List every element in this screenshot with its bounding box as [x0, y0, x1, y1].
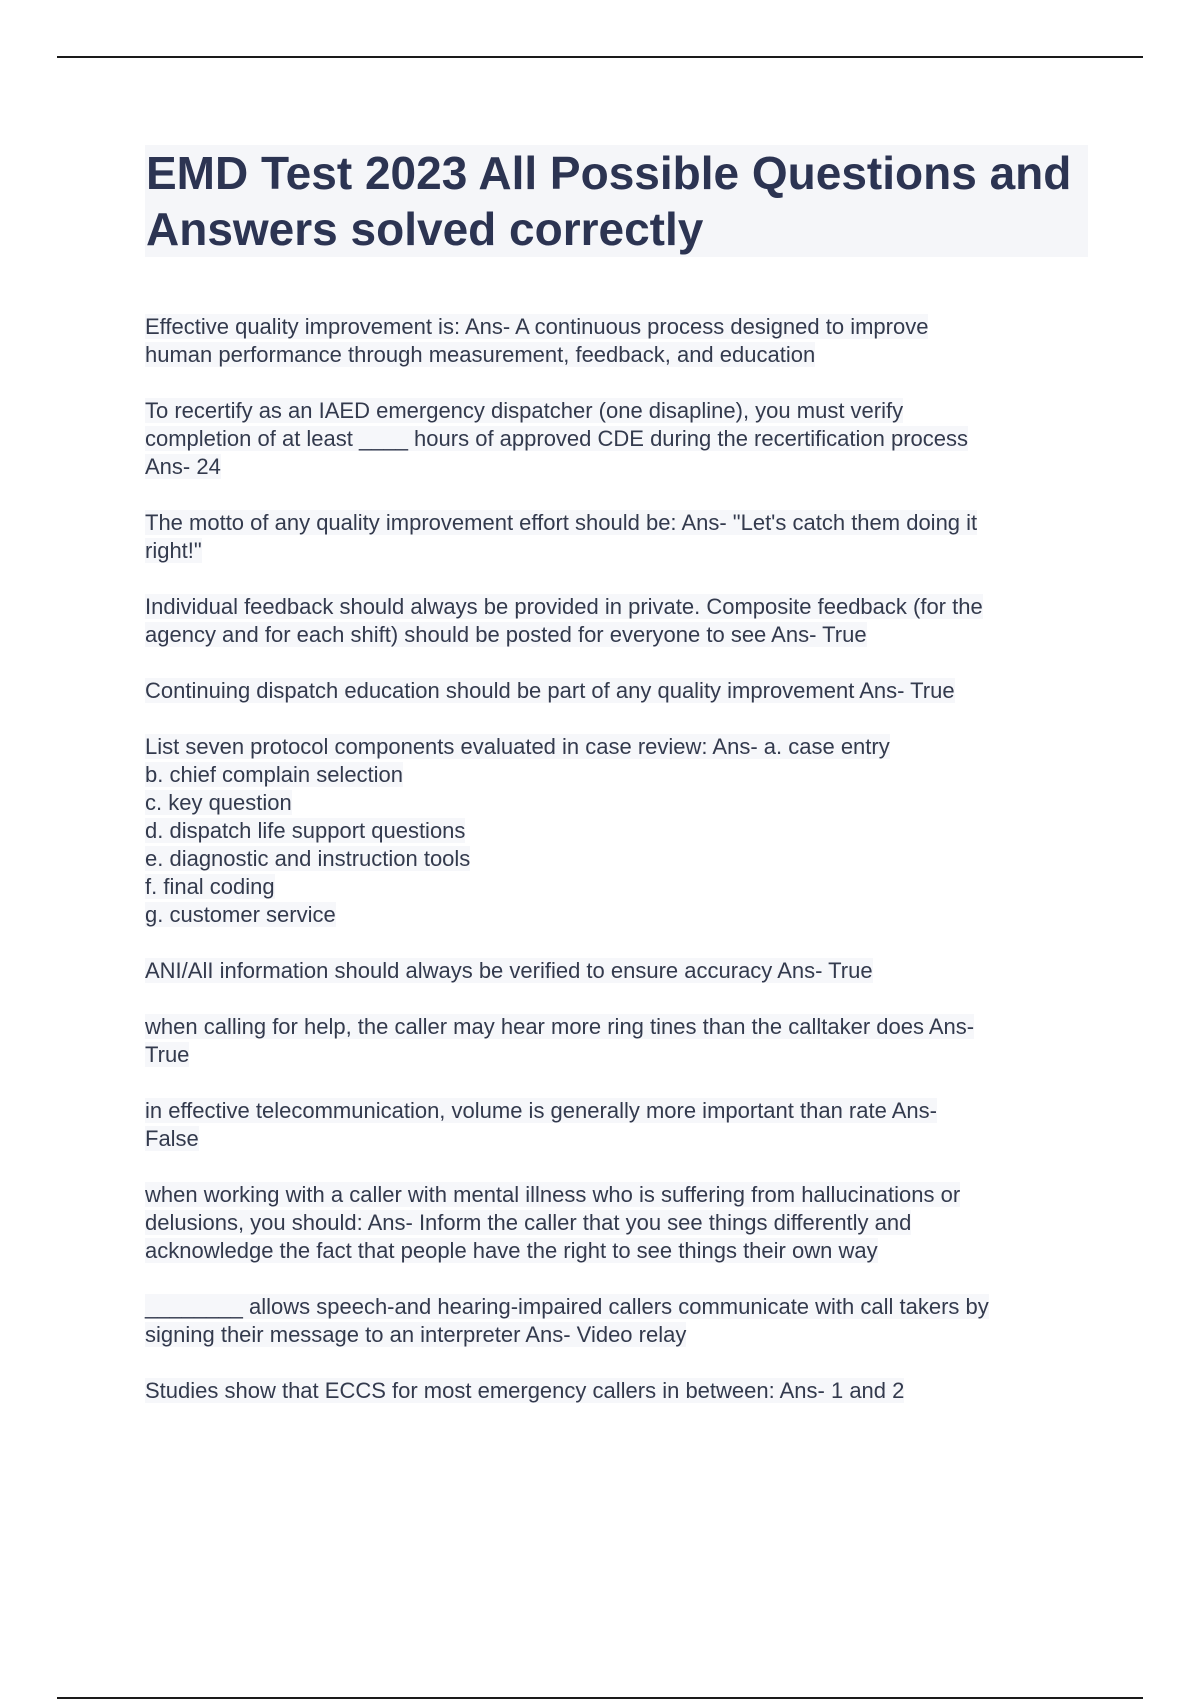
document-title: EMD Test 2023 All Possible Questions and Answers solved correctly — [146, 147, 1072, 255]
qa-item — [145, 1181, 1085, 1265]
qa-text: Individual feedback should always be provided in private. Composite feedback (for the agency and for each shift) should be posted for everyone to see Ans- True — [145, 594, 983, 647]
qa-item — [145, 509, 1085, 565]
qa-text: ________ allows speech-and hearing-impaired callers communicate with call takers by signing their message to an interpreter Ans- Video relay — [145, 1294, 989, 1347]
qa-item — [145, 593, 1085, 649]
qa-text: when working with a caller with mental illness who is suffering from hallucinations or delusions, you should: Ans- Inform the caller that you see things differently and acknowledge the fact that people have the right to see things their own way — [145, 1182, 961, 1263]
qa-item — [145, 1377, 1085, 1405]
qa-item — [145, 313, 1085, 369]
qa-text: To recertify as an IAED emergency dispatcher (one disapline), you must verify completion of at least ____ hours of approved CDE during the recertification process Ans- 24 — [145, 398, 969, 479]
qa-text: Studies show that ECCS for most emergency callers in between: Ans- 1 and 2 — [145, 1378, 905, 1403]
qa-text: Continuing dispatch education should be part of any quality improvement Ans- True — [145, 678, 955, 703]
qa-item — [145, 1293, 1085, 1349]
qa-item — [145, 957, 1085, 985]
qa-item — [145, 1097, 1085, 1153]
header-rule — [57, 56, 1143, 58]
title-block — [145, 145, 1088, 257]
qa-item — [145, 1013, 1085, 1069]
qa-text: Effective quality improvement is: Ans- A continuous process designed to improve human performance through measurement, feedback, and education — [145, 314, 929, 367]
qa-text: The motto of any quality improvement effort should be: Ans- "Let's catch them doing it right!" — [145, 510, 978, 563]
qa-text: when calling for help, the caller may hear more ring tines than the calltaker does Ans- True — [145, 1014, 975, 1067]
qa-text: in effective telecommunication, volume is generally more important than rate Ans- False — [145, 1098, 937, 1151]
qa-text: List seven protocol components evaluated in case review: Ans- a. case entry b. chief complain selection c. key question d. dispatch life support questions e. diagnostic and instruction tools f. final coding g. customer service — [145, 734, 890, 927]
footer-rule — [57, 1697, 1143, 1699]
qa-item — [145, 397, 1085, 481]
qa-item — [145, 733, 1085, 929]
qa-list — [145, 313, 1085, 1433]
qa-item — [145, 677, 1085, 705]
qa-text: ANI/AlI information should always be verified to ensure accuracy Ans- True — [145, 958, 873, 983]
